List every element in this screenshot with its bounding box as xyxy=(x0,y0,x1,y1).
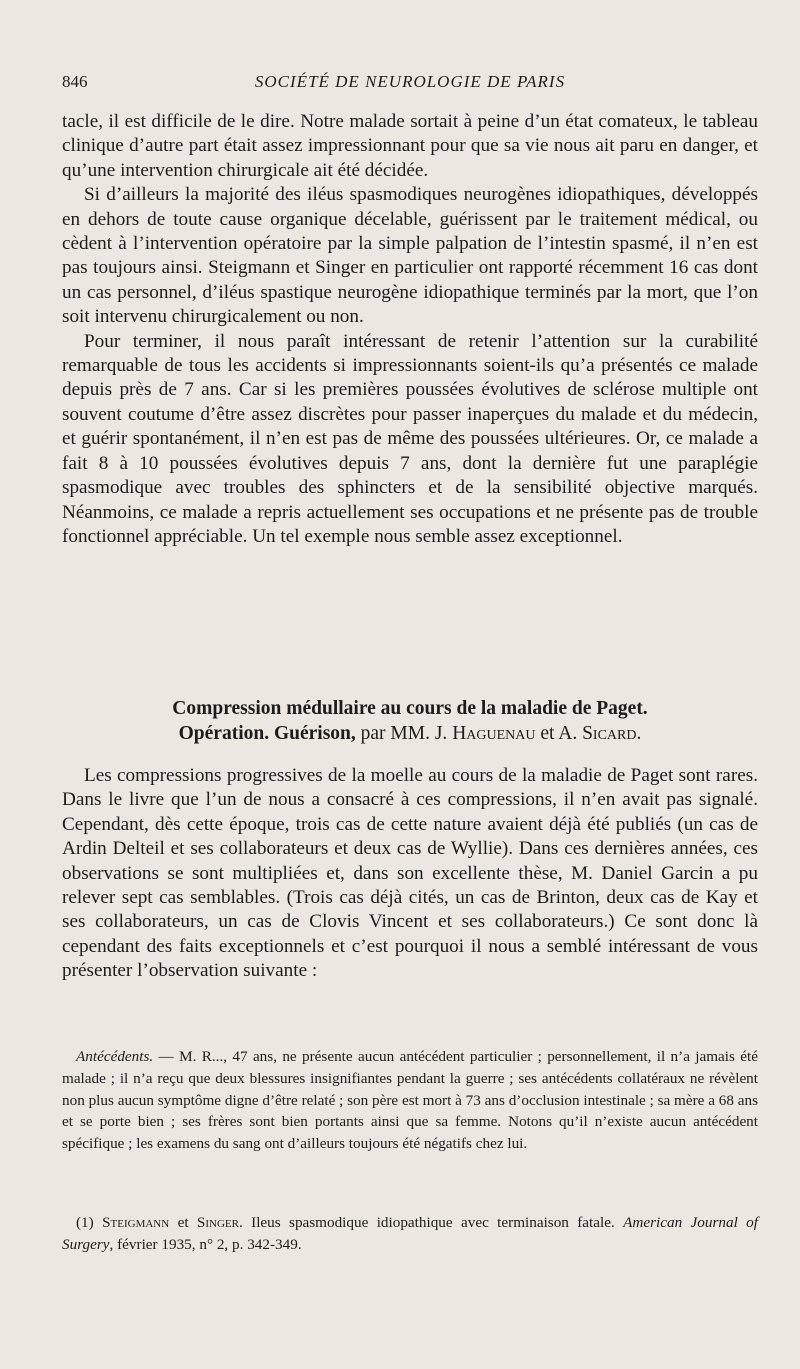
footnote-title: . Ileus spasmodique idiopathique avec terminaison fatale. xyxy=(238,1214,624,1231)
page-number: 846 xyxy=(62,72,88,91)
paragraph: Si d’ailleurs la majorité des iléus spasmodiques neurogènes idiopathiques, développés en dehors de toute cause organique décelable, guérissent par le traitement médical, ou cèdent à l’intervention opératoire par la simple palpation de l’intestin spasmé, il n’en est pas toujours ainsi. Steigmann et Singer en particulier ont rapporté récemment 16 cas dont un cas personnel, d’iléus spastique neurogène idiopathique terminés par la mort, que l’on soit intervenu chirurgicalement ou non. xyxy=(62,184,758,328)
paragraph: Pour terminer, il nous paraît intéressant de retenir l’attention sur la curabilité remarquable de tous les accidents si impressionnants soient-ils qu’a présentés ce malade depuis près de 7 ans. Car si les premières poussées évolutives de sclérose multiple ont souvent coutume d’être assez discrètes pour passer inaperçues du malade et du médecin, et guérir spontanément, il n’en est pas de même des poussées ultérieures. Or, ce malade a fait 8 à 10 poussées évolutives depuis 7 ans, dont la dernière fut une paraplégie spasmodique avec troubles des sphincters et de la sensibilité objective marqués. Néanmoins, ce malade a repris actuellement ses occupations et ne présente pas de trouble fonctionnel appréciable. Un tel exemple nous semble assez exceptionnel. xyxy=(62,330,758,547)
article-title xyxy=(62,697,758,746)
paragraph: tacle, il est difficile de le dire. Notre malade sortait à peine d’un état comateux, le tableau clinique d’autre part était assez impressionnant pour que sa vie nous ait paru en danger, et qu’une intervention chirurgicale ait été décidée. xyxy=(62,111,758,181)
title-line-2 xyxy=(62,722,758,747)
discussion-section xyxy=(62,110,758,549)
page-header xyxy=(62,72,758,98)
title-line-1: Compression médullaire au cours de la maladie de Paget. xyxy=(172,698,648,719)
footnote-et: et xyxy=(169,1214,197,1231)
antecedents-section xyxy=(62,1046,758,1155)
author-haguenau: Haguenau xyxy=(452,722,536,744)
antecedents-paragraph xyxy=(62,1046,758,1155)
article-body xyxy=(62,764,758,984)
title-line-2-bold: Opération. Guérison, xyxy=(178,722,356,744)
footnote-ref: , février 1935, n° 2, p. 342-349. xyxy=(109,1235,302,1253)
title-end: . xyxy=(636,722,642,744)
footnote xyxy=(62,1212,758,1256)
paragraph: Les compressions progressives de la moelle au cours de la maladie de Paget sont rares. Dans le livre que l’un de nous a consacré à ces compressions, il n’en avait pas signalé. Cependant, dès cette époque, trois cas de cette nature avaient déjà été publiés (un cas de Ardin Delteil et ses collaborateurs et deux cas de Wyllie). Dans ces dernières années, ces observations se sont multipliées et, dans son excellente thèse, M. Daniel Garcin a pu relever sept cas semblables. (Trois cas déjà cités, un cas de Brinton, deux cas de Kay et ses collaborateurs, un cas de Clovis Vincent et ses collaborateurs.) Ce sont donc là cependant des faits exceptionnels et c’est pourquoi il nous a semblé intéressant de vous présenter l’observation suivante : xyxy=(62,765,758,982)
footnote-marker: (1) xyxy=(76,1214,94,1231)
footnote-paragraph xyxy=(62,1212,758,1256)
author-sicard: Sicard xyxy=(582,722,637,744)
title-par: par MM. J. xyxy=(355,722,453,744)
running-head: SOCIÉTÉ DE NEUROLOGIE DE PARIS xyxy=(254,72,566,91)
title-et: et A. xyxy=(535,722,583,744)
antecedents-label: Antécédents. xyxy=(76,1048,154,1065)
footnote-journal: American Journal of Surgery xyxy=(62,1214,758,1253)
antecedents-text: — M. R..., 47 ans, ne présente aucun antécédent particulier ; personnellement, il n’a jamais été malade ; il n’a reçu que deux blessures insignifiantes pendant la guerre ; ses antécédents collatéraux ne révèlent non plus aucun symptôme digne d’être relaté ; son père est mort à 73 ans d’occlusion intestinale ; sa mère a 68 ans et se porte bien ; ses frères sont bien portants ainsi que sa femme. Notons qu’il n’existe aucun antécédent spécifique ; les examens du sang ont d’ailleurs toujours été négatifs chez lui. xyxy=(62,1048,758,1153)
footnote-author-steigmann: Steigmann xyxy=(102,1214,170,1231)
footnote-author-singer: Singer xyxy=(196,1214,239,1231)
